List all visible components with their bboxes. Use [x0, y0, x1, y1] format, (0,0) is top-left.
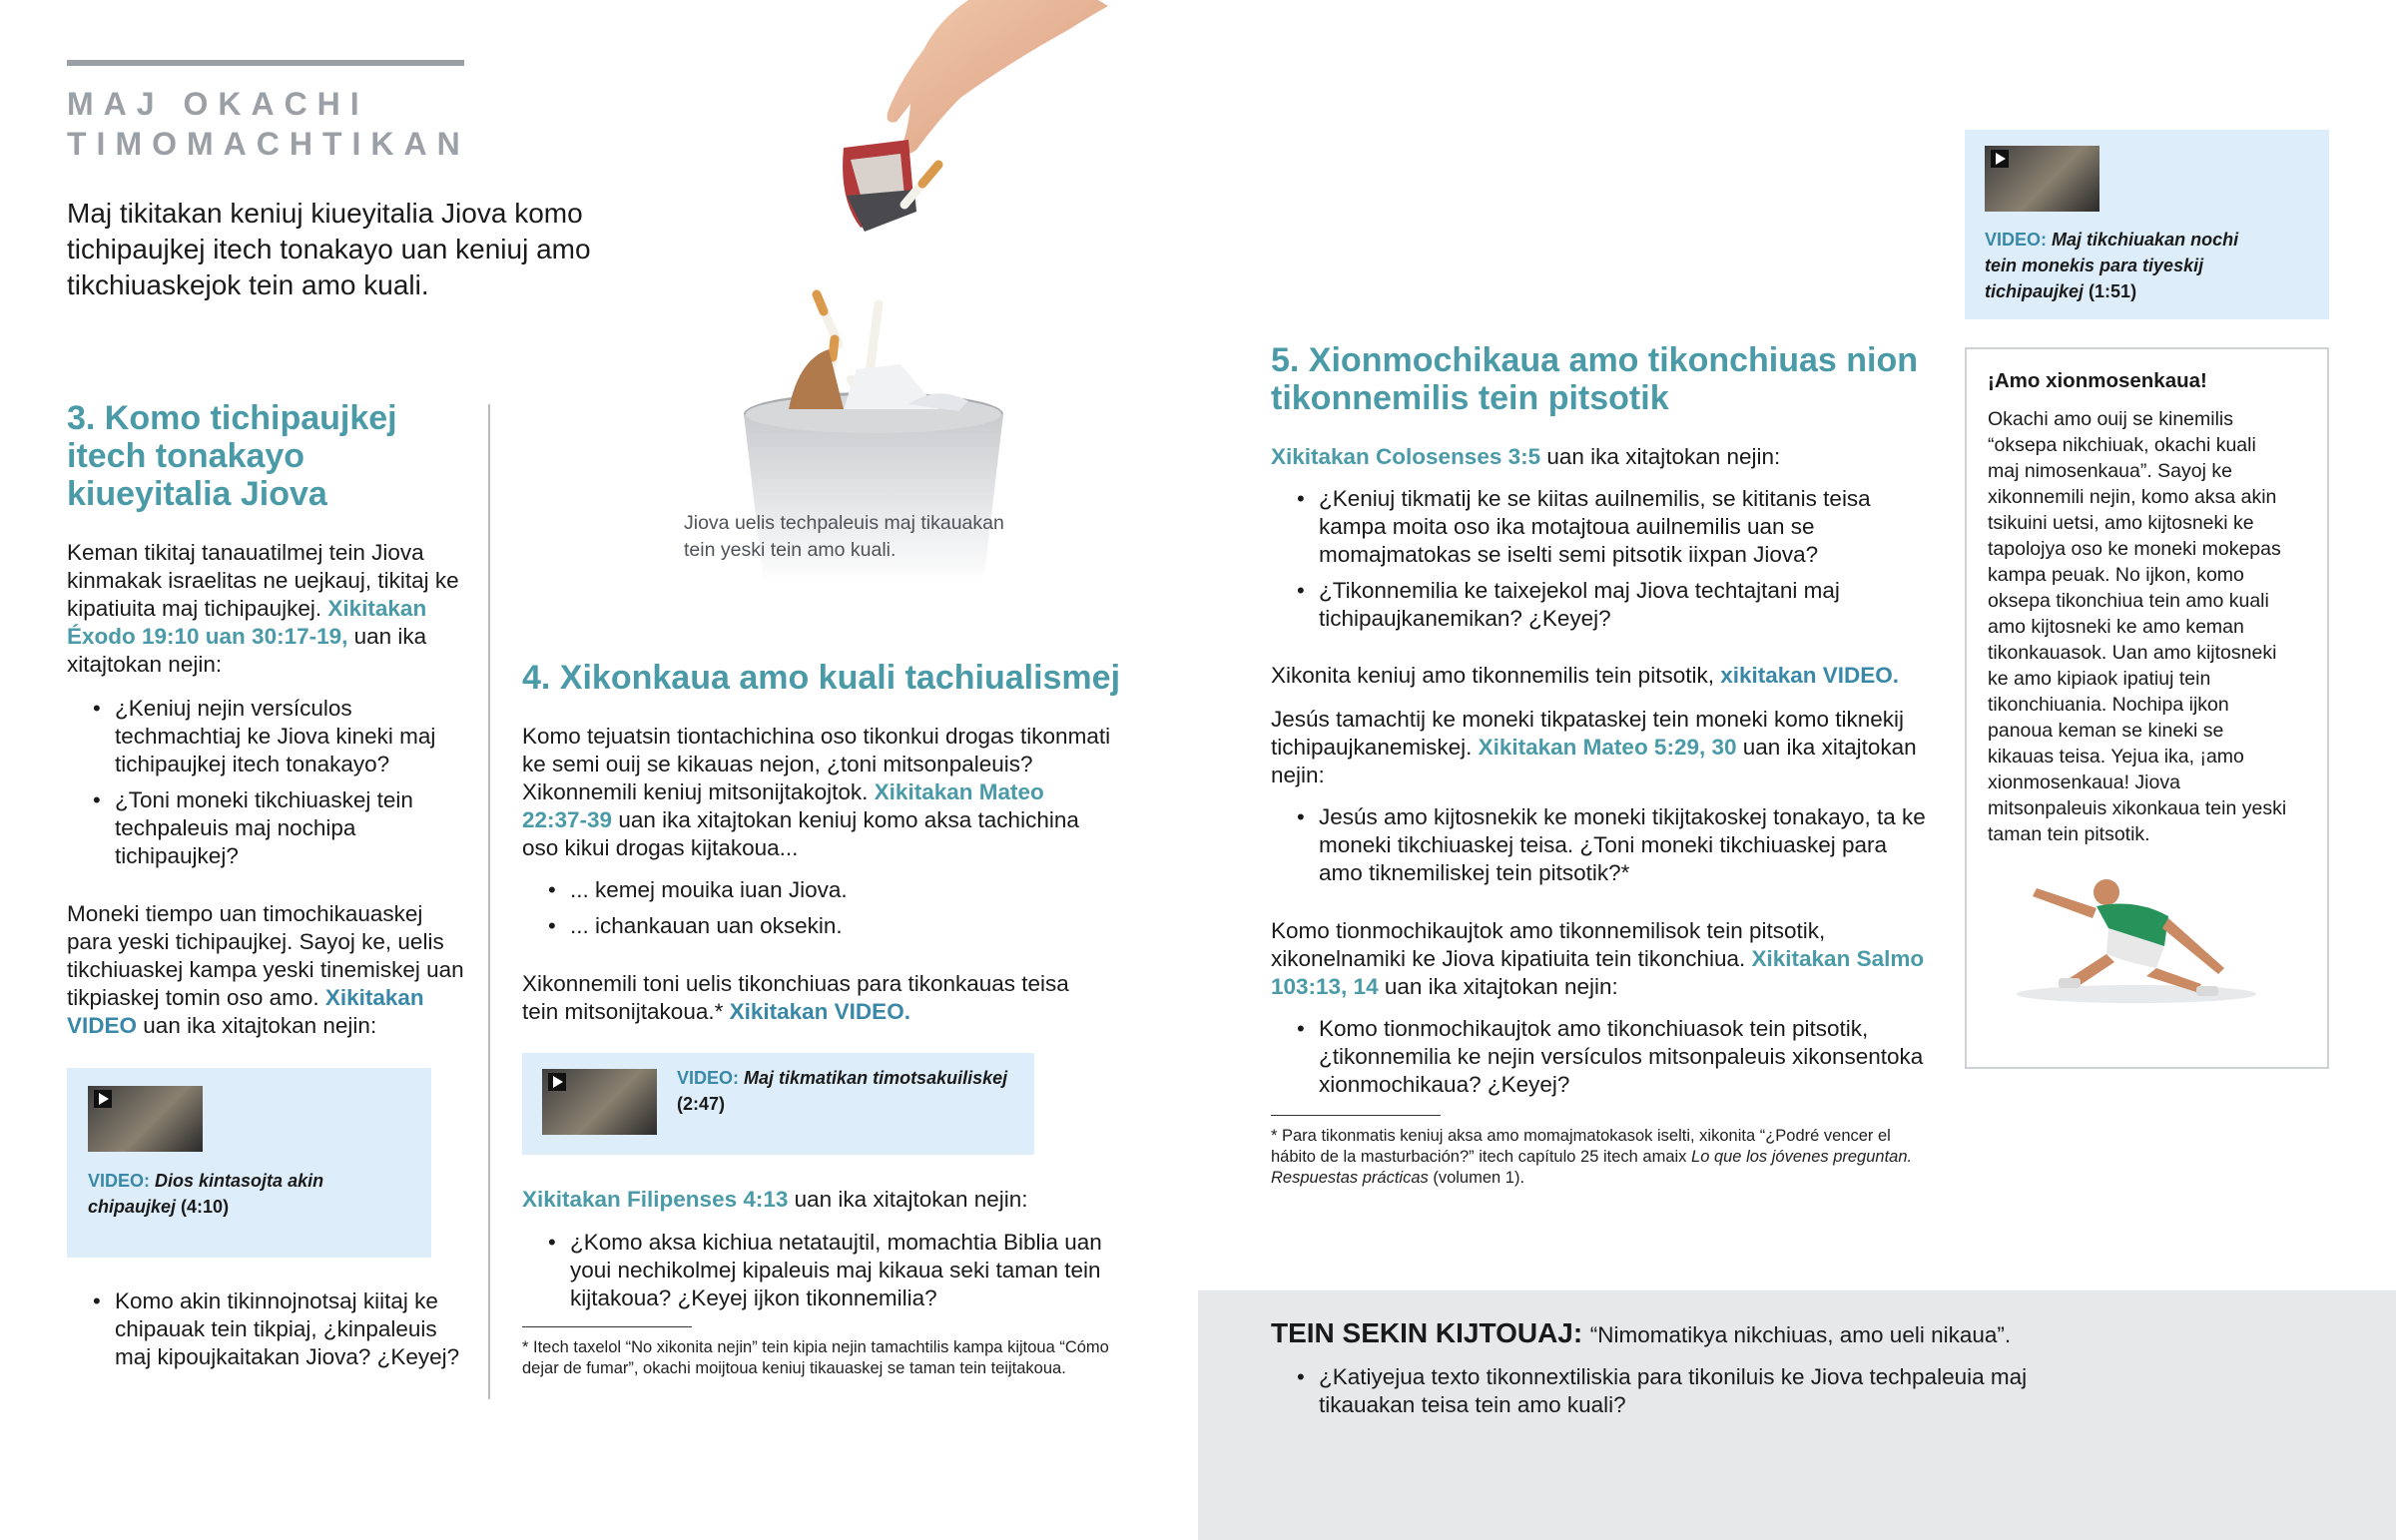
scripture-link-mateo22[interactable]: Xikitakan Mateo 22:37-39	[522, 779, 1044, 832]
section5-para3-end: uan ika xitajtokan nejin:	[1271, 735, 1917, 787]
video-duration: (2:47)	[677, 1094, 726, 1114]
section4-heading: 4. Xikonkaua amo kuali tachiualismej	[522, 659, 1121, 697]
page-title	[67, 84, 470, 164]
section5-para1	[1271, 443, 1930, 471]
question-bullet: • ¿Keniuj nejin versículos techmachtiaj ke Jiova kineki maj tichipaujkej itech tonakayo?	[67, 695, 466, 778]
question-bullet: • Jesús amo kijtosnekik ke moneki tikijtakoskej tonakayo, ta ke moneki tikchiuaskej teisa. ¿Toni moneki tikchiuaskej para amo tiknemiliskej tein pitsotik?*	[1271, 803, 1930, 887]
section4-para2	[522, 970, 1111, 1026]
video-label[interactable]	[677, 1065, 1016, 1117]
section5-heading: 5. Xionmochikaua amo tikonchiuas nion tikonnemilis tein pitsotik	[1271, 341, 1919, 417]
bottom-questions	[1271, 1363, 2030, 1427]
question-bullet: • ... kemej mouika iuan Jiova.	[522, 876, 1111, 904]
column-divider	[488, 404, 490, 1399]
video-link[interactable]: Xikitakan VIDEO.	[729, 999, 910, 1024]
section4-para3-end: uan ika xitajtokan nejin:	[794, 1187, 1028, 1212]
intro-text: Maj tikitakan keniuj kiueyitalia Jiova komo tichipaujkej itech tonakayo uan keniuj amo tikchiuaskejok tein amo kuali.	[67, 198, 591, 300]
bottom-quote-line	[1271, 1316, 2349, 1352]
runner-illustration	[1997, 858, 2286, 1008]
section5-para1-end: uan ika xitajtokan nejin:	[1546, 444, 1781, 469]
video-thumbnail[interactable]	[542, 1069, 657, 1135]
video-title: Maj tikmatikan timotsakuiliskej	[744, 1068, 1008, 1088]
section4-para1	[522, 723, 1111, 862]
video-link[interactable]: Xikitakan VIDEO	[67, 985, 424, 1038]
video-box-tichipaujkej[interactable]	[1965, 130, 2329, 319]
scripture-link-salmo[interactable]: Xikitakan Salmo 103:13, 14	[1271, 946, 1925, 999]
video-prefix: VIDEO:	[677, 1068, 740, 1088]
section3-para2	[67, 900, 466, 1040]
section4-questions	[522, 876, 1111, 948]
section3-para2-text: Moneki tiempo uan timochikauaskej para yeski tichipaujkej. Sayoj ke, uelis tikchiuaskej kampa yeski tinemiskej uan tikpiaskej tomin oso amo.	[67, 901, 464, 1010]
play-icon[interactable]	[94, 1090, 112, 1108]
question-bullet: • Komo tionmochikaujtok amo tikonchiuasok tein pitsotik, ¿tikonnemilia ke nejin versículos mitsonpaleuis xikonsentoka xionmochikaua? ¿Keyej?	[1271, 1015, 1930, 1099]
video-title: Dios kintasojta akin chipaujkej	[88, 1171, 324, 1217]
section4-questions-2	[522, 1229, 1126, 1320]
section5-para2	[1271, 662, 1930, 690]
footnote-divider	[522, 1326, 692, 1327]
video-label[interactable]	[1985, 227, 2274, 304]
section4-para3	[522, 1186, 1111, 1214]
video-thumbnail[interactable]	[1985, 146, 2099, 212]
bottom-quote: “Nimomatikya nikchiuas, amo ueli nikaua”.	[1589, 1322, 2012, 1347]
video-label[interactable]	[88, 1168, 407, 1220]
scripture-link-exodo[interactable]: Xikitakan Éxodo 19:10 uan 30:17-19,	[67, 596, 427, 649]
section3-questions-2	[67, 1287, 466, 1379]
section3-para2-end: uan ika xitajtokan nejin:	[143, 1013, 377, 1038]
section5-questions	[1271, 485, 1930, 641]
question-bullet: • ... ichankauan uan oksekin.	[522, 912, 1111, 940]
bottom-panel	[1198, 1290, 2396, 1540]
page-title-line2: TIMOMACHTIKAN	[67, 126, 470, 162]
section5-para2-text: Xikonita keniuj amo tikonnemilis tein pitsotik,	[1271, 663, 1714, 688]
video-title: Maj tikchiuakan nochi tein monekis para tiyeskij tichipaujkej	[1985, 230, 2239, 301]
video-prefix: VIDEO:	[1985, 230, 2048, 250]
section5-para4-end: uan ika xitajtokan nejin:	[1384, 974, 1618, 999]
bottom-label: TEIN SEKIN KIJTOUAJ:	[1271, 1317, 1583, 1348]
scripture-link-mateo5[interactable]: Xikitakan Mateo 5:29, 30	[1478, 735, 1737, 760]
video-box-motsakuiliskej[interactable]	[522, 1053, 1034, 1155]
image-caption: Jiova uelis techpaleuis maj tikauakan tein yeski tein amo kuali.	[684, 512, 1004, 561]
section4-para1-text: Komo tejuatsin tiontachichina oso tikonkui drogas tikonmati ke semi ouij se kikauas nejon, ¿toni mitsonpaleuis? Xikonnemili keniuj mitsonijtakojtok.	[522, 724, 1111, 804]
section5-para4	[1271, 917, 1930, 1001]
trash-illustration	[639, 0, 1108, 584]
section5-footnote	[1271, 1126, 1925, 1189]
section4-para1-end: uan ika xitajtokan keniuj komo aksa tachichina oso kikui drogas kijtakoua...	[522, 807, 1079, 860]
footnote-divider	[1271, 1115, 1441, 1116]
video-prefix: VIDEO:	[88, 1171, 151, 1191]
hand-icon	[888, 0, 1108, 154]
question-bullet: • ¿Keniuj tikmatij ke se kiitas auilnemilis, se kititanis teisa kampa moita oso ika motajtoua auilnemilis uan se momajmatokas se iselti semi pitsotik iixpan Jiova?	[1271, 485, 1930, 569]
section5-questions-3	[1271, 1015, 1930, 1107]
section4-footnote: * Itech taxelol “No xikonita nejin” tein kipia nejin tamachtilis kampa kijtoua “Cómo dejar de fumar”, okachi moijtoua keniuj tikauaskej se taman tein teijtakoua.	[522, 1338, 1109, 1377]
question-bullet: • ¿Tikonnemilia ke taixejekol maj Jiova techtajtani maj tichipaujkanemikan? ¿Keyej?	[1271, 577, 1930, 633]
section3-questions	[67, 695, 466, 878]
video-link[interactable]: xikitakan VIDEO.	[1720, 663, 1900, 688]
section5-footnote-end: (volumen 1).	[1433, 1169, 1525, 1187]
play-icon[interactable]	[1991, 150, 2009, 168]
video-box-dios[interactable]	[67, 1068, 431, 1258]
section5-questions-2	[1271, 803, 1930, 895]
section5-footnote-book: Lo que los jóvenes preguntan. Respuestas prácticas	[1271, 1148, 1913, 1187]
section4-para2-text: Xikonnemili toni uelis tikonchiuas para tikonkauas teisa tein mitsonijtakoua.*	[522, 971, 1069, 1024]
scripture-link-colosenses[interactable]: Xikitakan Colosenses 3:5	[1271, 444, 1541, 469]
section3-para1-text: Keman tikitaj tanauatilmej tein Jiova kinmakak israelitas ne uejkauj, tikitaj ke kipatiuita maj tichipaujkej.	[67, 540, 459, 621]
page-title-line1: MAJ OKACHI	[67, 86, 369, 122]
section3-para1	[67, 539, 466, 679]
video-thumbnail[interactable]	[88, 1086, 203, 1152]
section5-para4-text: Komo tionmochikaujtok amo tikonnemilisok tein pitsotik, xikonelnamiki ke Jiova kipatiuita tein tikonchiua.	[1271, 918, 1826, 971]
section3-para1-end: uan ika xitajtokan nejin:	[67, 624, 427, 677]
video-duration: (1:51)	[2089, 281, 2137, 301]
section5-footnote-text: * Para tikonmatis keniuj aksa amo momajmatokasok iselti, xikonita “¿Podré vencer el hábito de la masturbación?” itech capítulo 25 itech amaix	[1271, 1127, 1891, 1166]
section5-para3	[1271, 706, 1930, 789]
question-bullet: • ¿Komo aksa kichiua netataujtil, momachtia Biblia uan youi nechikolmej kipaleuis maj kikaua seki taman tein kijtakoua? ¿Keyej ijkon tikonnemilia?	[522, 1229, 1126, 1312]
section5-para3-text: Jesús tamachtij ke moneki tikpataskej tein moneki komo tiknekij tichipaujkanemiskej.	[1271, 707, 1905, 760]
encouragement-box	[1965, 347, 2329, 1069]
question-bullet: • Komo akin tikinnojnotsaj kiitaj ke chipauak tein tikpiaj, ¿kinpaleuis maj kipoujkaitakan Jiova? ¿Keyej?	[67, 1287, 466, 1371]
question-bullet: • ¿Toni moneki tikchiuaskej tein techpaleuis maj nochipa tichipaujkej?	[67, 786, 466, 870]
encouragement-title: ¡Amo xionmosenkaua!	[1988, 369, 2207, 392]
question-bullet: • ¿Katiyejua texto tikonnextiliskia para tikoniluis ke Jiova techpaleuia maj tikauakan teisa tein amo kuali?	[1271, 1363, 2030, 1419]
encouragement-text: Okachi amo ouij se kinemilis “oksepa nikchiuak, okachi kuali maj nimosenkaua”. Sayoj ke xikonnemili nejin, komo aksa akin tsikuini uetsi, amo kijtosneki ke tapolojya oso ke moneki mokepas kampa peuak. No ijkon, komo oksepa tikonchiua tein amo kuali amo kijtosneki ke amo keman tikonkauasok. Uan amo kijtosneki ke amo kipiaok ipatiuj tein tikonchiuania. Nochipa ijkon panoua keman se kineki se kikauas teisa. Yejua ika, ¡amo xionmosenkaua! Jiova mitsonpaleuis xikonkaua tein yeski taman tein pitsotik.	[1988, 408, 2287, 845]
video-duration: (4:10)	[181, 1197, 230, 1217]
play-icon[interactable]	[548, 1073, 566, 1091]
section3-heading: 3. Komo tichipaujkej itech tonakayo kiueyitalia Jiova	[67, 399, 397, 513]
header-rule	[67, 60, 464, 66]
scripture-link-filipenses[interactable]: Xikitakan Filipenses 4:13	[522, 1187, 789, 1212]
